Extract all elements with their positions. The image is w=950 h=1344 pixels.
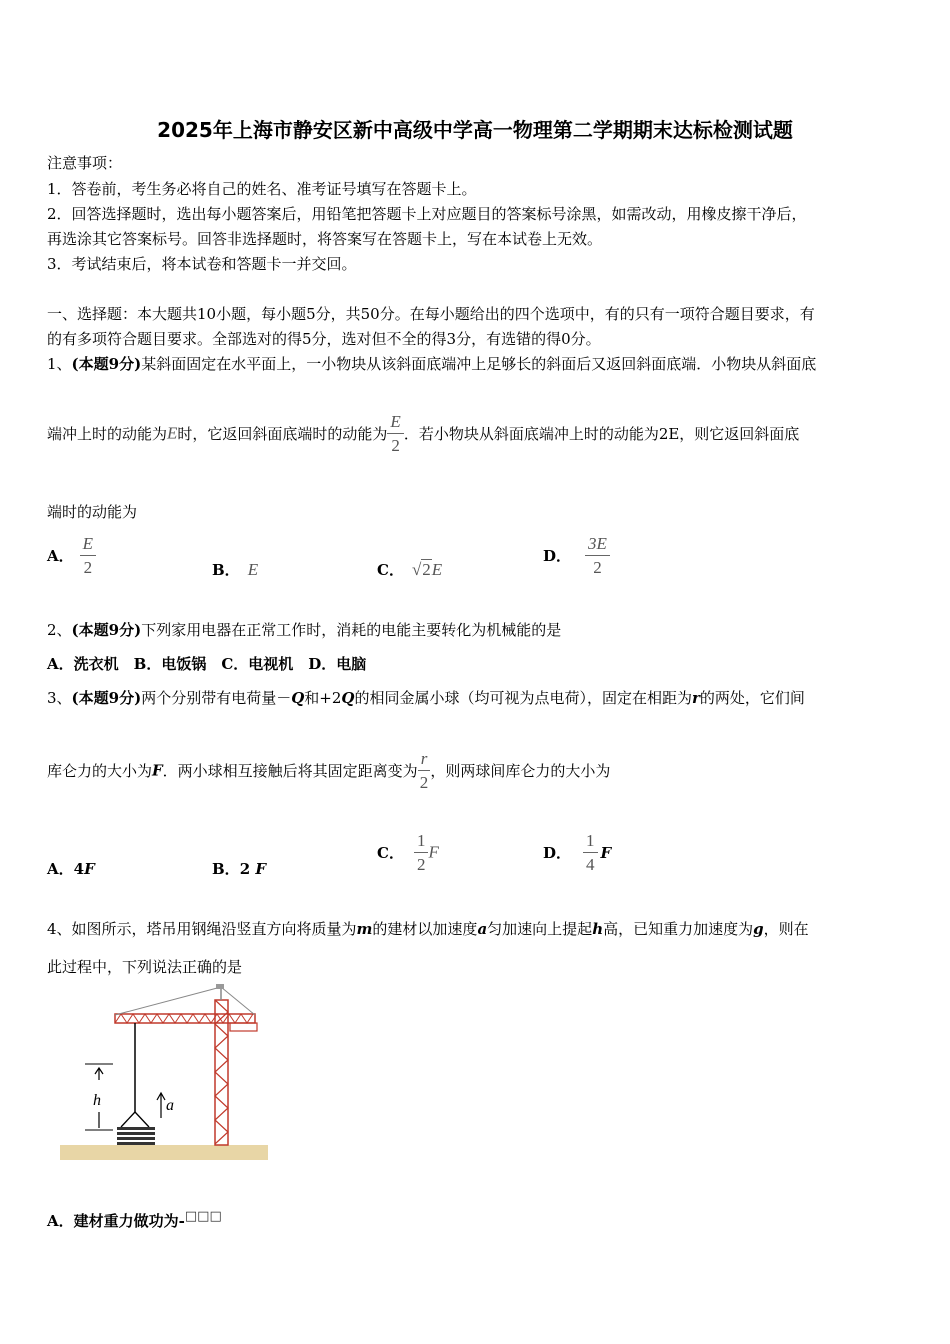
option-label: A． (47, 1212, 74, 1230)
fraction (387, 413, 403, 454)
fraction (585, 535, 610, 576)
question-text: 匀加速向上提起 (487, 920, 593, 938)
fraction (583, 832, 598, 873)
option-d[interactable] (543, 535, 610, 576)
option-a[interactable] (47, 858, 95, 879)
option-a[interactable] (47, 535, 96, 576)
fraction-numerator: 1 (583, 832, 598, 853)
math-m: m (356, 920, 373, 938)
question-text: 下列家用电器在正常工作时，消耗的电能主要转化为机械能的是 (141, 621, 562, 639)
notice-item-2-cont: 再选涂其它答案标号。回答非选择题时，将答案写在答题卡上，写在本试卷上无效。 (47, 230, 603, 248)
question-4-line-2: 此过程中，下列说法正确的是 (47, 958, 243, 976)
fraction-denominator: 2 (593, 558, 602, 577)
fraction-numerator: 3E (585, 535, 610, 556)
option-label: D． (543, 844, 572, 862)
question-text: 4、如图所示，塔吊用钢绳沿竖直方向将质量为 (47, 920, 357, 938)
option-value: 2 (239, 860, 256, 878)
section-intro-cont: 的有多项符合题目要求。全部选对的得5分，选对但不全的得3分，有选错的得0分。 (47, 330, 601, 348)
hook-sling (121, 1112, 149, 1127)
option-label: C． (377, 561, 404, 579)
question-score: (本题9分) (71, 621, 142, 639)
fraction-denominator: 2 (391, 436, 400, 455)
option-b[interactable] (212, 858, 266, 879)
question-text: 和+2 (304, 689, 342, 707)
question-text: 库仑力的大小为 (47, 762, 153, 780)
fraction-numerator: r (418, 750, 431, 771)
option-label: C． (377, 844, 404, 862)
fraction-numerator: 1 (414, 832, 429, 853)
math-F: F (152, 761, 163, 780)
math-a: a (477, 920, 488, 938)
sqrt-expression: √2E (411, 560, 443, 579)
question-text: 的两处，它们间 (699, 689, 805, 707)
h-label: h (93, 1092, 101, 1109)
notice-item-2: 2．回答选择题时，选出每小题答案后，用铅笔把答题卡上对应题目的答案标号涂黑，如需改动，用橡皮擦干净后， (47, 205, 807, 223)
question-text: ．两小球相互接触后将其固定距离变为 (162, 762, 418, 780)
math-F: F (84, 860, 95, 878)
crane-mast (215, 1000, 228, 1145)
math-F: F (600, 843, 612, 862)
math-E: E (431, 560, 443, 579)
tower-crane-figure (55, 982, 275, 1164)
ground (60, 1145, 268, 1160)
question-1-line-1 (47, 353, 816, 374)
question-text: ．若小物块从斜面底端冲上时的动能为2E，则它返回斜面底 (403, 425, 800, 443)
question-number: 1、 (47, 355, 72, 373)
section-intro: 一、选择题：本大题共10小题，每小题5分，共50分。在每小题给出的四个选项中，有的只有一项符合题目要求，有 (47, 305, 815, 323)
crane-peak (115, 984, 255, 1015)
option-value: 4 (73, 860, 85, 878)
option-c[interactable] (377, 559, 442, 580)
page-title: 2025年上海市静安区新中高级中学高一物理第二学期期末达标检测试题 (157, 118, 793, 142)
option-label: B． (212, 561, 240, 579)
fraction-numerator: E (80, 535, 96, 556)
radicand: 2 (422, 560, 431, 579)
question-text: 时，它返回斜面底端时的动能为 (177, 425, 388, 443)
fraction-denominator: 4 (586, 855, 595, 874)
math-Q: Q (341, 689, 355, 707)
fraction (414, 832, 429, 873)
option-a[interactable] (47, 1209, 222, 1231)
question-3-line-1 (47, 687, 805, 708)
math-F: F (255, 860, 267, 878)
math-h: h (592, 920, 604, 938)
notice-item-1: 1．答卷前，考生务必将自己的姓名、准考证号填写在答题卡上。 (47, 180, 477, 198)
question-2 (47, 619, 561, 640)
building-material-load (117, 1127, 155, 1145)
question-text: ，则在 (763, 920, 809, 938)
fraction-denominator: 2 (416, 855, 426, 874)
question-1-line-3: 端时的动能为 (47, 503, 138, 521)
option-label: D． (543, 547, 572, 565)
math-Q: Q (291, 689, 305, 707)
fraction-denominator: 2 (83, 558, 93, 577)
math-g: g (753, 920, 764, 938)
math-r: r (692, 689, 700, 707)
math-E: E (167, 423, 178, 443)
option-b[interactable] (212, 559, 258, 580)
question-1-line-2 (47, 413, 799, 454)
question-3-line-2 (47, 750, 610, 791)
option-d[interactable] (543, 832, 611, 873)
fraction-denominator: 2 (419, 773, 429, 792)
math-E: E (247, 560, 259, 579)
option-label: A． (47, 547, 74, 565)
a-label: a (166, 1097, 174, 1114)
notice-item-3: 3．考试结束后，将本试卷和答题卡一并交回。 (47, 255, 357, 273)
question-score: (本题9分) (71, 355, 142, 373)
option-text: 建材重力做功为- (73, 1212, 185, 1230)
notice-heading: 注意事项： (47, 154, 123, 172)
question-text: 端冲上时的动能为 (47, 425, 168, 443)
option-label: A． (47, 860, 74, 878)
fraction (418, 750, 431, 791)
question-number: 2、 (47, 621, 72, 639)
question-text: 两个分别带有电荷量－ (141, 689, 292, 707)
question-2-options[interactable]: A．洗衣机 B．电饭锅 C．电视机 D．电脑 (47, 655, 367, 673)
option-label: B． (212, 860, 240, 878)
question-4-line-1 (47, 918, 809, 939)
question-text: 某斜面固定在水平面上，一小物块从该斜面底端冲上足够长的斜面后又返回斜面底端．小物块从斜面底 (141, 355, 817, 373)
question-text: ，则两球间库仑力的大小为 (430, 762, 611, 780)
option-c[interactable] (377, 832, 439, 873)
question-text: 的建材以加速度 (372, 920, 478, 938)
question-score: (本题9分) (71, 689, 142, 707)
question-text: 高，已知重力加速度为 (603, 920, 754, 938)
math-F: F (428, 842, 439, 862)
question-number: 3、 (47, 689, 72, 707)
fraction-numerator: E (387, 413, 403, 434)
crane-jib (115, 1014, 257, 1031)
fraction (80, 535, 96, 576)
question-text: 的相同金属小球（均可视为点电荷），固定在相距为 (354, 689, 692, 707)
missing-glyphs: □□□ (184, 1209, 222, 1224)
